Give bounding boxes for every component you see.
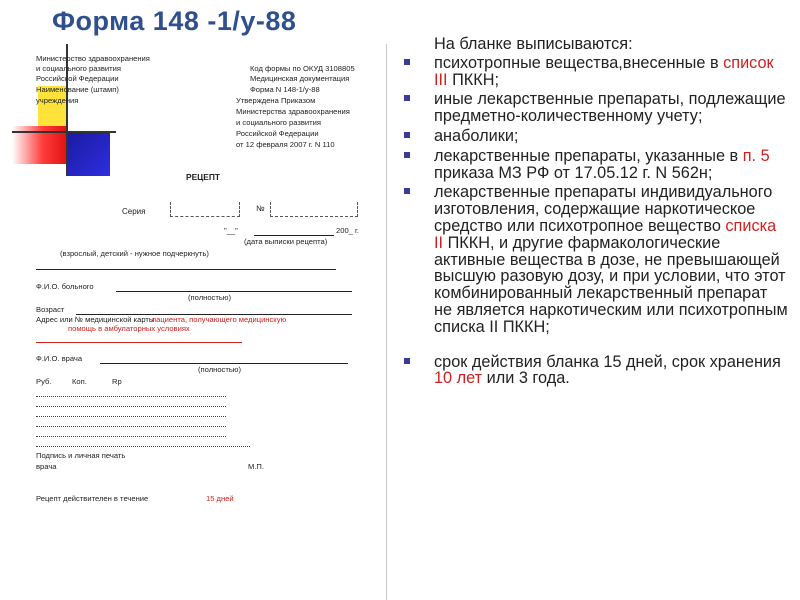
list-item [404,184,788,335]
address-line[interactable] [36,342,242,343]
list-item [404,91,788,125]
rx-line-1[interactable] [36,396,226,397]
bullet-icon [404,95,410,101]
full-caption-1: (полностью) [188,293,232,302]
recipe-title: РЕЦЕПТ [186,172,221,182]
rx-line-6[interactable] [36,446,250,447]
bullet-icon [404,59,410,65]
validity-label: Рецепт действителен в течение [36,494,149,503]
list-item [404,148,788,182]
list-item [404,128,788,145]
approved-line-5: от 12 февраля 2007 г. N 110 [236,140,335,149]
item6-text: срок действия бланка 15 дней, срок хранения [434,352,781,371]
ministry-line-4: Наименование (штамп) [36,85,119,94]
number-field[interactable] [270,202,358,217]
list-item [404,55,788,89]
item4-text: лекарственные препараты, указанные в [434,146,743,165]
approved-line-4: Российской Федерации [236,129,319,138]
item2-text: иные лекарственные препараты, подлежащие предметно-количественному учету; [434,90,786,126]
item5-text: лекарственные препараты индивидуального изготовления, содержащие наркотическое средство или психотропное вещество [434,183,773,235]
item6-tail: или 3 года. [482,369,570,388]
item1-red: список III [434,53,774,89]
rx-line-3[interactable] [36,416,226,417]
doctor-fio-line[interactable] [100,363,348,364]
age-label: Возраст [36,305,65,314]
list-item [404,354,788,388]
validity-days: 15 дней [206,494,234,503]
kop-label: Коп. [72,377,87,386]
rx-line-4[interactable] [36,426,226,427]
column-divider [386,44,387,600]
stamp-label: М.П. [248,462,265,471]
decor-horizontal-line [12,131,116,133]
patient-fio-label: Ф.И.О. больного [36,282,94,291]
bullet-icon [404,188,410,194]
rx-line-2[interactable] [36,406,226,407]
age-group-line[interactable] [36,269,336,270]
patient-fio-line[interactable] [116,291,352,292]
rx-line-5[interactable] [36,436,226,437]
address-note-2: помощь в амбулаторных условиях [68,324,190,333]
ministry-line-5: учреждения [36,96,79,105]
decor-blue-square [66,132,110,176]
bullet-icon [404,152,410,158]
age-group-caption: (взрослый, детский - нужное подчеркнуть) [60,249,209,258]
date-quote: "__" [224,226,238,235]
seria-field[interactable] [170,202,240,217]
info-list [404,55,788,387]
item1-text: психотропные вещества,внесенные в [434,53,724,72]
rub-label: Руб. [36,377,52,386]
approved-line-3: и социального развития [236,118,321,127]
doctor-fio-label: Ф.И.О. врача [36,354,83,363]
ministry-line-1: Министерство здравоохранения [36,54,150,63]
year-suffix: 200_ г. [336,226,359,235]
date-month-line[interactable] [254,235,334,236]
rp-label: Rp [112,377,122,386]
item6-red: 10 лет [434,369,483,388]
item4-tail: приказа МЗ РФ от 17.05.12 г. N 562н; [434,163,713,182]
item5-red: списка II [434,216,777,252]
bullet-icon [404,132,410,138]
med-doc: Медицинская документация [250,74,350,83]
item3-text: анаболики; [434,126,519,145]
bullet-icon [404,358,410,364]
full-caption-2: (полностью) [198,365,242,374]
address-card-label: Адрес или № медицинской карты [36,315,155,324]
item5-tail: ПККН, и другие фармакологические активные вещества в дозе, не превышающей высшую разовую дозу, и при условии, что этот комбинированный лекарственный препарат не является наркотическим или психотропным списка II ПККН; [434,233,788,336]
item1-tail: ПККН; [447,70,500,89]
item4-red: п. 5 [742,146,770,165]
signature-label-2: врача [36,462,57,471]
ministry-line-2: и социального развития [36,64,121,73]
ministry-line-3: Российской Федерации [36,74,119,83]
slide-title: Форма 148 -1/у-88 [52,6,297,36]
approved-line-2: Министерства здравоохранения [236,107,350,116]
signature-label-1: Подпись и личная печать [36,451,126,460]
info-heading: На бланке выписываются: [434,35,633,53]
approved-line-1: Утверждена Приказом [236,96,316,105]
address-note-1: пациента, получающего медицинскую [152,315,287,324]
seria-label: Серия [122,207,146,216]
info-panel [404,36,788,390]
okud-code: Код формы по ОКУД 3108805 [250,64,355,73]
form-number: Форма N 148-1/у-88 [250,85,320,94]
number-label: № [256,204,265,213]
date-caption: (дата выписки рецепта) [244,237,328,246]
